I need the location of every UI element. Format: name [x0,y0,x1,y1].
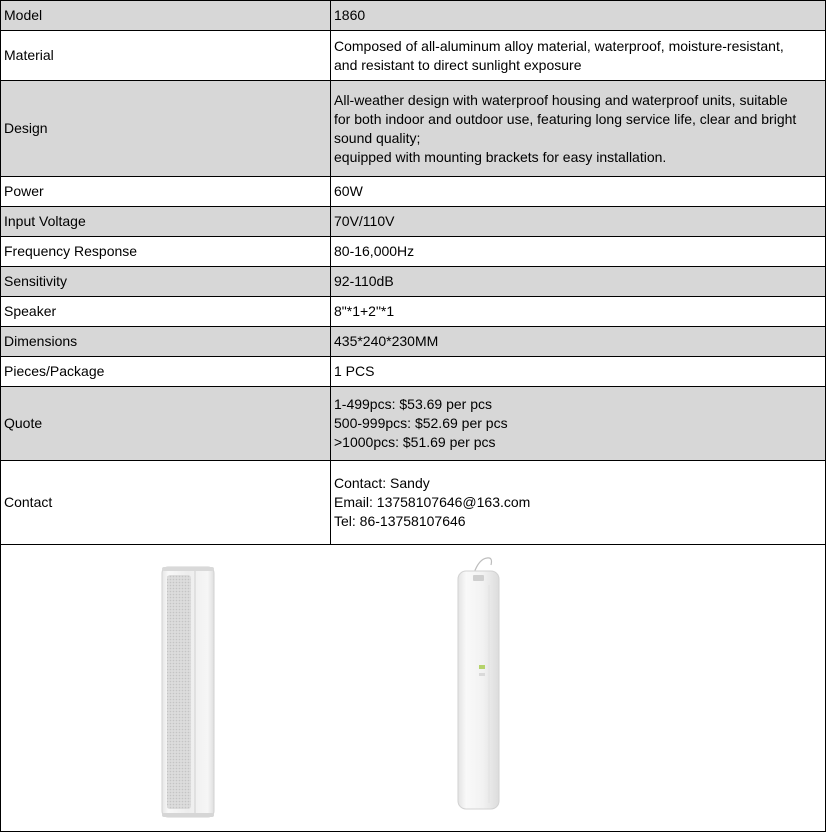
spec-value-line: Composed of all-aluminum alloy material, waterproof, moisture-resistant, [334,37,784,54]
spec-value-line: 1-499pcs: $53.69 per pcs [334,396,492,412]
spec-value [331,387,826,461]
spec-label: Quote [1,387,331,461]
spec-value [331,31,826,81]
spec-value [331,327,826,357]
spec-value [331,357,826,387]
spec-value [331,267,826,297]
spec-label: Input Voltage [1,207,331,237]
spec-value [331,461,826,545]
spec-value-line: 1860 [334,7,366,23]
column-speaker-front-grille-image [162,567,214,817]
column-speaker-back-image [458,558,499,809]
spec-label: Sensitivity [1,267,331,297]
spec-value-line: equipped with mounting brackets for easy installation. [334,148,667,165]
spec-row-frequency-response [1,237,826,267]
spec-value-line: 80-16,000Hz [334,243,415,259]
spec-row-power [1,177,826,207]
spec-value [331,177,826,207]
spec-value [331,297,826,327]
spec-value-line: All-weather design with waterproof housing and waterproof units, suitable [334,91,788,108]
spec-row-pieces-package [1,357,826,387]
spec-row-speaker [1,297,826,327]
spec-label: Power [1,177,331,207]
spec-value [331,81,826,177]
spec-value-line: Tel: 86-13758107646 [334,513,466,529]
spec-row-quote [1,387,826,461]
spec-value-line: 1 PCS [334,363,375,379]
spec-row-sensitivity [1,267,826,297]
spec-value [331,1,826,31]
spec-label: Design [1,81,331,177]
spec-row-material [1,31,826,81]
spec-value-line: >1000pcs: $51.69 per pcs [334,434,496,450]
spec-value [331,207,826,237]
spec-value-line: 70V/110V [334,213,395,229]
spec-label: Speaker [1,297,331,327]
spec-value-line: for both indoor and outdoor use, featuring long service life, clear and bright [334,110,797,127]
spec-label: Pieces/Package [1,357,331,387]
spec-row-contact [1,461,826,545]
spec-value-line: 435*240*230MM [334,333,439,349]
spec-value-line: and resistant to direct sunlight exposure [334,56,582,73]
spec-value [331,237,826,267]
product-images-svg [1,545,827,831]
spec-value-line: 92-110dB [334,273,394,289]
spec-value-line: 500-999pcs: $52.69 per pcs [334,415,508,431]
spec-label: Frequency Response [1,237,331,267]
spec-value-line: sound quality; [334,129,421,146]
spec-row-design [1,81,826,177]
spec-value-line: 60W [334,183,363,199]
spec-row-dimensions [1,327,826,357]
spec-row-images [1,545,826,832]
spec-label: Material [1,31,331,81]
spec-label: Dimensions [1,327,331,357]
spec-row-input-voltage [1,207,826,237]
spec-value-line: Contact: Sandy [334,475,430,491]
spec-value-line: Email: 13758107646@163.com [334,494,531,510]
spec-label: Contact [1,461,331,545]
product-images-cell [1,545,826,832]
spec-row-model [1,1,826,31]
product-images [1,545,827,831]
spec-value-line: 8"*1+2"*1 [334,303,395,319]
spec-label: Model [1,1,331,31]
